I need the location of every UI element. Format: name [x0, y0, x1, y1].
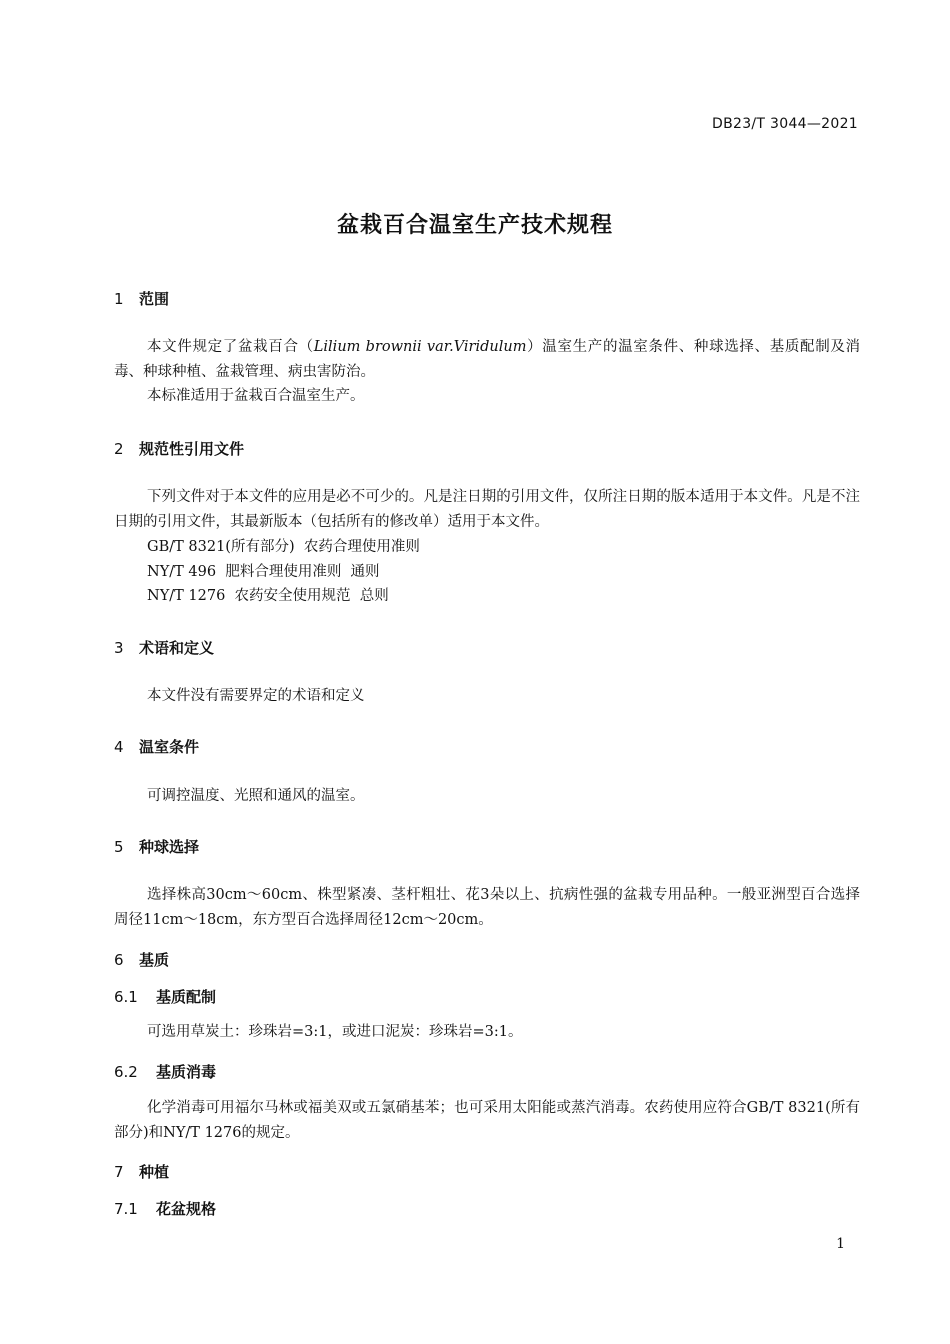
- text-run: ）温室生产的温室条件、种球选择、基质配制及消毒、种球种植、盆栽管理、病虫害防治。: [114, 339, 861, 380]
- section-2-heading: [114, 438, 244, 459]
- section-5-paragraph-1: 选择株高30cm～60cm、株型紧凑、茎杆粗壮、花3朵以上、抗病性强的盆栽专用品种。一般亚洲型百合选择周径11cm～18cm，东方型百合选择周径12cm～20cm。: [114, 887, 860, 928]
- section-6-2-paragraph-1: 化学消毒可用福尔马林或福美双或五氯硝基苯；也可采用太阳能或蒸汽消毒。农药使用应符合GB/T 8321(所有部分)和NY/T 1276的规定。: [114, 1100, 860, 1141]
- section-2-paragraph-1: 下列文件对于本文件的应用是必不可少的。凡是注日期的引用文件，仅所注日期的版本适用于本文件。凡是不注日期的引用文件，其最新版本（包括所有的修改单）适用于本文件。: [114, 489, 860, 530]
- section-number: 6.1: [114, 988, 138, 1006]
- section-number: 2: [114, 440, 124, 458]
- section-1-heading: [114, 288, 169, 309]
- section-title: 基质: [139, 951, 170, 969]
- section-6-1-heading: [114, 986, 216, 1007]
- section-5-heading: [114, 836, 199, 857]
- section-title: 规范性引用文件: [139, 440, 245, 458]
- section-number: 4: [114, 738, 124, 756]
- section-4-heading: [114, 736, 199, 757]
- section-number: 7.1: [114, 1200, 138, 1218]
- reference-item: NY/T 1276 农药安全使用规范 总则: [147, 588, 389, 604]
- section-3-heading: [114, 637, 214, 658]
- section-title: 术语和定义: [139, 639, 215, 657]
- page-number: 1: [836, 1236, 845, 1252]
- document-title: 盆栽百合温室生产技术规程: [336, 213, 613, 238]
- reference-item: NY/T 496 肥料合理使用准则 通则: [147, 564, 380, 580]
- section-number: 3: [114, 639, 124, 657]
- section-number: 7: [114, 1163, 124, 1181]
- section-title: 范围: [139, 290, 170, 308]
- section-title: 花盆规格: [156, 1200, 217, 1218]
- text-run: 本文件规定了盆栽百合（: [147, 339, 314, 355]
- section-7-1-heading: [114, 1198, 216, 1219]
- section-6-2-heading: [114, 1061, 216, 1082]
- section-1-paragraph-2: 本标准适用于盆栽百合温室生产。: [147, 388, 365, 404]
- section-7-heading: [114, 1161, 169, 1182]
- document-code: DB23/T 3044—2021: [712, 116, 858, 132]
- section-title: 基质消毒: [156, 1063, 217, 1081]
- section-title: 基质配制: [156, 988, 217, 1006]
- section-number: 6: [114, 951, 124, 969]
- section-title: 温室条件: [139, 738, 200, 756]
- section-6-1-paragraph-1: 可选用草炭土：珍珠岩=3:1，或进口泥炭：珍珠岩=3:1。: [147, 1024, 523, 1040]
- section-3-paragraph-1: 本文件没有需要界定的术语和定义: [147, 688, 365, 704]
- reference-item: GB/T 8321(所有部分) 农药合理使用准则: [147, 539, 420, 555]
- section-title: 种球选择: [139, 838, 200, 856]
- section-6-heading: [114, 949, 169, 970]
- section-number: 5: [114, 838, 124, 856]
- section-number: 6.2: [114, 1063, 138, 1081]
- section-4-paragraph-1: 可调控温度、光照和通风的温室。: [147, 788, 365, 804]
- section-title: 种植: [139, 1163, 170, 1181]
- section-number: 1: [114, 290, 124, 308]
- latin-name: Lilium brownii var.Viridulum: [313, 339, 527, 355]
- section-1-paragraph-1: [114, 335, 860, 385]
